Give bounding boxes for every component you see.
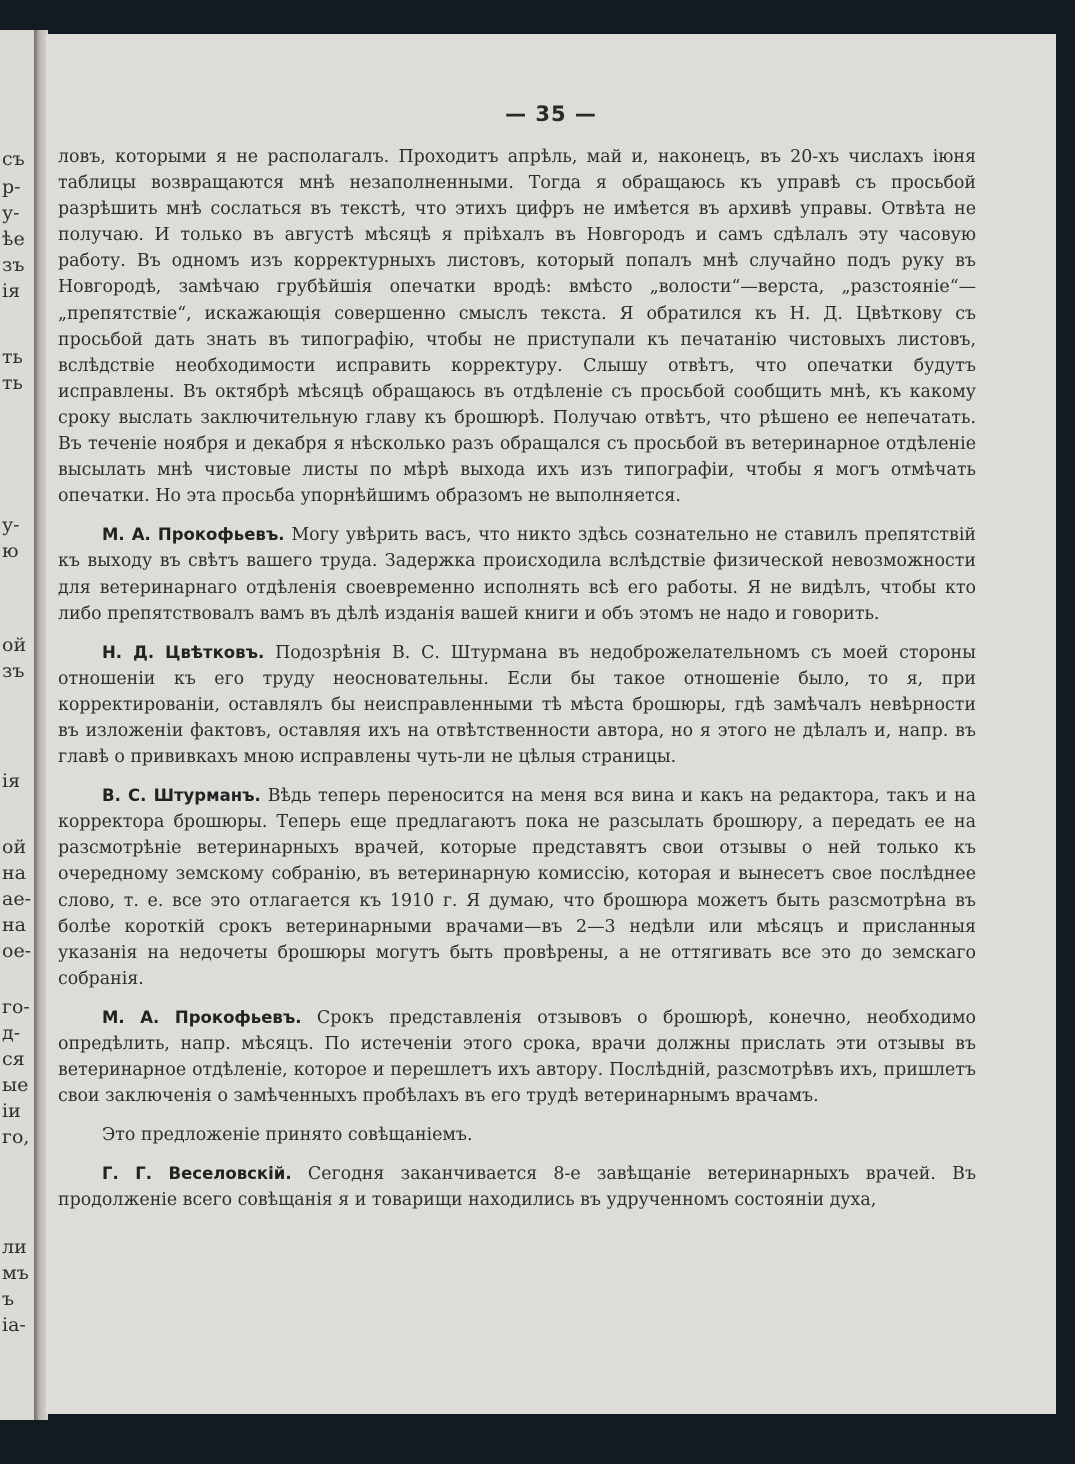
facing-page-fragment: ю [2, 540, 19, 562]
facing-page-fragment: ой [2, 836, 27, 858]
facing-page-fragment: на [2, 914, 26, 936]
facing-page-fragment: д- [2, 1022, 21, 1044]
facing-page-fragment: ія [2, 770, 21, 792]
facing-page-fragment: ые [2, 1074, 29, 1096]
facing-page-fragment: р- [2, 176, 21, 198]
paragraph-text: Срокъ представленія отзывовъ о брошюрѣ, конечно, необходимо опредѣлить, напр. мѣсяцъ. По истеченіи этого срока, врачи должны прислать эти отзывы въ ветеринарное отдѣленіе, которое и перешлетъ ихъ автору. Послѣдній, разсмотрѣвъ ихъ, пришлетъ свои заключенія о замѣченныхъ пробѣлахъ въ его трудѣ ветеринарнымъ врачамъ. [58, 1007, 977, 1107]
paragraph [58, 522, 976, 626]
paragraph [58, 1122, 976, 1148]
speaker-name: М. А. Прокофьевъ. [102, 1007, 302, 1027]
facing-page-fragment: на [2, 862, 26, 884]
paragraph [58, 1005, 976, 1109]
facing-page-fragment: ть [2, 346, 23, 368]
paragraph [58, 144, 976, 509]
facing-page-edge [0, 30, 36, 1420]
facing-page-fragment: ое- [2, 940, 32, 962]
facing-page-fragment: зъ [2, 254, 25, 276]
facing-page-fragment: мъ [2, 1262, 29, 1284]
facing-page-fragment: ѣе [2, 228, 25, 250]
facing-page-fragment: у- [2, 202, 20, 224]
body-text [58, 144, 976, 1214]
facing-page-fragment: у- [2, 514, 20, 536]
facing-page-fragment: ія [2, 280, 21, 302]
paragraph-text: Подозрѣнія В. С. Штурмана въ недоброжелательномъ съ моей стороны отношеніи къ его труду неосновательны. Если бы такое отношеніе было, то я, при корректированіи, оставлялъ бы неисправленными тѣ мѣста брошюры, гдѣ замѣчалъ невѣрности въ изложеніи фактовъ, оставляя ихъ на отвѣтственности автора, но я этого не дѣлалъ и, напр. въ главѣ о прививкахъ мною исправлены чуть-ли не цѣлыя страницы. [58, 642, 976, 768]
facing-page-fragment: зъ [2, 660, 25, 682]
facing-page-fragment: го, [2, 1126, 30, 1148]
facing-page-fragment: го- [2, 996, 30, 1018]
facing-page-fragment: съ [2, 148, 25, 170]
facing-page-fragment: ли [2, 1236, 27, 1258]
paragraph-text: Вѣдь теперь переносится на меня вся вина и какъ на редактора, такъ и на корректора брошюры. Теперь еще предлагаютъ пока не разсылать брошюру, а передать ее на разсмотрѣніе ветеринарныхъ врачей, которые представятъ свои отзывы о ней только къ очередному земскому собранію, въ ветеринарную комиссію, которая и вынесетъ свое послѣднее слово, т. е. все это отлагается къ 1910 г. Я думаю, что брошюра можетъ быть разсмотрѣна въ болѣе короткій срокъ ветеринарными врачами—въ 2—3 недѣли или мѣсяцъ и присланныя указанія на недочеты брошюры могутъ быть провѣрены, а не оттягивать все это до земскаго собранія. [58, 786, 976, 989]
document-page [46, 34, 1056, 1414]
speaker-name: М. А. Прокофьевъ. [102, 525, 285, 545]
paragraph-text: Сегодня заканчивается 8-е завѣщаніе ветеринарныхъ врачей. Въ продолженіе всего совѣщанія я и товарищи находились въ удрученномъ состояніи духа, [58, 1164, 977, 1211]
paragraph-text: ловъ, которыми я не располагалъ. Проходитъ апрѣль, май и, наконецъ, въ 20-хъ числахъ іюня таблицы возвращаются мнѣ незаполненными. Тогда я обращаюсь къ управѣ съ просьбой разрѣшить мнѣ сослаться въ текстѣ, что этихъ цифръ не имѣется въ архивѣ управы. Отвѣта не получаю. И только въ августѣ мѣсяцѣ я пріѣхалъ въ Новгородъ и самъ сдѣлалъ эту часовую работу. Въ одномъ изъ корректурныхъ листовъ, который попалъ мнѣ случайно подъ руку въ Новгородѣ, замѣчаю грубѣйшія опечатки вродѣ: вмѣсто „волости“—верста, „разстояніе“—„препятствіе“, искажающія совершенно смыслъ текста. Я обратился къ Н. Д. Цвѣткову съ просьбой дать знать въ типографію, чтобы не приступали къ печатанію чистовыхъ листовъ, вслѣдствіе необходимости исправить корректуру. Слышу отвѣтъ, что опечатки будутъ исправлены. Въ октябрѣ мѣсяцѣ обращаюсь въ отдѣленіе съ просьбой сообщить мнѣ, къ какому сроку выслать заключительную главу къ брошюрѣ. Получаю отвѣтъ, что рѣшено ее непечатать. Въ теченіе ноября и декабря я нѣсколько разъ обращался съ просьбой въ ветеринарное отдѣленіе высылать мнѣ чистовые листы по мѣрѣ выхода ихъ изъ типографіи, чтобы я могъ отмѣчать опечатки. Но эта просьба упорнѣйшимъ образомъ не выполняется. [58, 147, 976, 507]
speaker-name: Н. Д. Цвѣтковъ. [102, 642, 265, 662]
paragraph [58, 640, 976, 770]
facing-page-fragment: ся [2, 1048, 25, 1070]
facing-page-fragment: ае- [2, 888, 31, 910]
paragraph [58, 783, 976, 992]
paragraph-text: Это предложеніе принято совѣщаніемъ. [102, 1125, 473, 1146]
paragraph [58, 1161, 976, 1213]
facing-page-fragment: ть [2, 372, 23, 394]
facing-page-fragment: ъ [2, 1288, 15, 1310]
facing-page-fragment: іи [2, 1100, 21, 1122]
page-number: — 35 — [505, 102, 597, 126]
speaker-name: Г. Г. Веселовскій. [102, 1164, 292, 1184]
facing-page-fragment: ой [2, 634, 27, 656]
facing-page-fragment: іа- [2, 1314, 26, 1336]
speaker-name: В. С. Штурманъ. [102, 786, 261, 806]
paragraph-text: Могу увѣрить васъ, что никто здѣсь сознательно не ставилъ препятствій къ выходу въ свѣтъ вашего труда. Задержка происходила вслѣдствіе физической невозможности для ветеринарнаго отдѣленія своевременно исполнять всѣ его работы. Я не видѣлъ, чтобы кто либо препятствовалъ вамъ въ дѣлѣ изданія вашей книги и объ этомъ не надо и говорить. [58, 525, 976, 624]
